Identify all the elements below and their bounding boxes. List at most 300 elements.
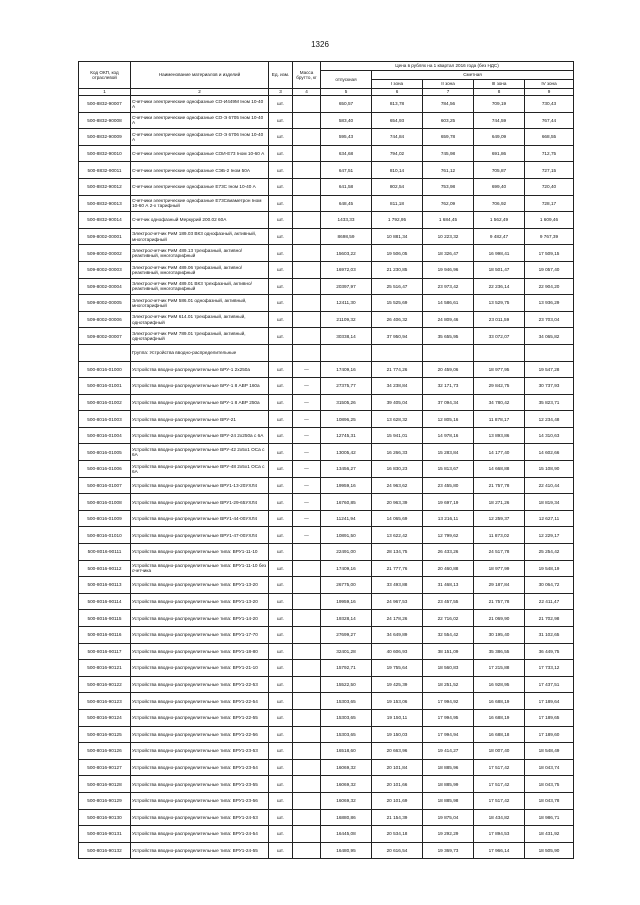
unit-cell: шт. [269,477,293,494]
zone-3-price-cell: 11 873,02 [474,527,525,544]
code-cell: 500-8016-90130 [79,809,131,826]
zone-4-price-cell: 30 737,93 [525,378,574,395]
table-row [79,544,574,561]
zone-4-price-cell: 9 767,39 [525,228,574,245]
code-cell: 500-8016-90114 [79,593,131,610]
release-price-cell: 19959,16 [321,593,372,610]
mass-cell [293,228,321,245]
unit-cell: шт. [269,792,293,809]
release-price-cell: 20397,97 [321,278,372,295]
unit-cell: шт. [269,527,293,544]
table-row [79,809,574,826]
table-row [79,311,574,328]
mass-cell [293,162,321,179]
zone-3-price-cell: 18 977,99 [474,560,525,577]
zone-3-price-cell: 17 894,53 [474,826,525,843]
unit-cell: шт. [269,228,293,245]
zone-3-price-cell: 14 177,40 [474,444,525,461]
zone-2-price-cell: 32 171,73 [423,378,474,395]
zone-3-price-cell: 22 236,14 [474,278,525,295]
table-row [79,195,574,212]
name-cell: Устройства вводно-распределительные типа: ВРУ1-22-55 [131,709,269,726]
name-cell: Электросчетчик РиМ 189.03 ВК3 однофазный, активный, многотарифный [131,228,269,245]
header-unit: Ед. изм. [269,62,293,89]
zone-2-price-cell: 18 885,99 [423,776,474,793]
zone-4-price-cell: 19 548,19 [525,560,574,577]
table-row [79,212,574,229]
mass-cell [293,145,321,162]
unit-cell: шт. [269,643,293,660]
zone-2-price-cell: 20 460,88 [423,560,474,577]
name-cell: Устройства вводно-распределительные типа: ВРУ1-23-55 [131,776,269,793]
empty-cell [269,344,293,361]
name-cell: Электросчетчик РиМ 789.01 трехфазный, активный, однотарифный [131,328,269,345]
zone-3-price-cell: 17 966,14 [474,842,525,859]
table-row [79,627,574,644]
zone-4-price-cell: 18 505,90 [525,842,574,859]
mass-cell: — [293,510,321,527]
header-release: отпускная [321,71,372,89]
table-row [79,826,574,843]
release-price-cell: 10891,50 [321,527,372,544]
group-row [79,344,574,361]
name-cell: Устройства вводно-распределительные типа: ВРУ1-22-56 [131,726,269,743]
release-price-cell: 648,45 [321,195,372,212]
zone-1-price-cell: 14 065,69 [372,510,423,527]
zone-2-price-cell: 37 094,34 [423,394,474,411]
zone-2-price-cell: 10 223,32 [423,228,474,245]
zone-1-price-cell: 20 101,69 [372,792,423,809]
table-row [79,693,574,710]
zone-2-price-cell: 38 151,09 [423,643,474,660]
mass-cell [293,195,321,212]
zone-3-price-cell: 18 501,47 [474,261,525,278]
table-row [79,228,574,245]
code-cell: 500-8016-90121 [79,660,131,677]
name-cell: Счетчики электрические однофазные Е73Свиаметрон Iном 10-60 А 2-х тарифный [131,195,269,212]
release-price-cell: 16069,32 [321,759,372,776]
table-row [79,842,574,859]
zone-3-price-cell: 29 187,84 [474,577,525,594]
zone-3-price-cell: 21 757,78 [474,593,525,610]
table-row [79,726,574,743]
zone-2-price-cell: 22 716,02 [423,610,474,627]
release-price-cell: 27375,77 [321,378,372,395]
zone-1-price-cell: 28 134,75 [372,544,423,561]
unit-cell: шт. [269,826,293,843]
zone-1-price-cell: 21 777,76 [372,560,423,577]
code-cell: 500-8016-90128 [79,776,131,793]
name-cell: Устройства вводно-распределительные типа: ВРУ1-24-53 [131,809,269,826]
table-row [79,577,574,594]
code-cell: 500-8016-90113 [79,577,131,594]
release-price-cell: 647,51 [321,162,372,179]
code-cell: 500-8016-01000 [79,361,131,378]
release-price-cell: 15522,50 [321,676,372,693]
col-number: 8 [474,89,525,96]
zone-3-price-cell: 709,19 [474,96,525,113]
name-cell: Устройства вводно-распределительные БРУ-1 8 АВР 160а [131,378,269,395]
table-row [79,378,574,395]
unit-cell: шт. [269,245,293,262]
zone-3-price-cell: 13 529,75 [474,295,525,312]
zone-1-price-cell: 20 101,66 [372,776,423,793]
zone-2-price-cell: 23 973,42 [423,278,474,295]
release-price-cell: 595,43 [321,129,372,146]
table-row [79,709,574,726]
col-number: 4 [293,89,321,96]
zone-3-price-cell: 744,59 [474,112,525,129]
name-cell: Устройства вводно-распределительные БРУ-1 2х250а [131,361,269,378]
zone-3-price-cell: 33 072,07 [474,328,525,345]
release-price-cell: 32401,28 [321,643,372,660]
zone-3-price-cell: 16 688,19 [474,693,525,710]
zone-4-price-cell: 14 310,63 [525,427,574,444]
zone-2-price-cell: 19 875,04 [423,809,474,826]
col-number: 7 [423,89,474,96]
zone-3-price-cell: 24 517,78 [474,544,525,561]
zone-4-price-cell: 17 509,15 [525,245,574,262]
code-cell: 500-8016-90129 [79,792,131,809]
table-row [79,792,574,809]
zone-1-price-cell: 19 150,11 [372,709,423,726]
zone-1-price-cell: 19 153,06 [372,693,423,710]
zone-2-price-cell: 26 433,26 [423,544,474,561]
release-price-cell: 16480,95 [321,842,372,859]
zone-4-price-cell: 727,15 [525,162,574,179]
code-cell: 500-8016-90124 [79,709,131,726]
zone-1-price-cell: 813,78 [372,96,423,113]
zone-3-price-cell: 699,40 [474,178,525,195]
table-header [79,62,574,96]
table-row [79,245,574,262]
header-code: Код ОКП, код отраслевой [79,62,131,89]
zone-2-price-cell: 20 459,06 [423,361,474,378]
mass-cell: — [293,394,321,411]
zone-3-price-cell: 21 757,78 [474,477,525,494]
unit-cell: шт. [269,842,293,859]
table-row [79,444,574,461]
release-price-cell: 641,58 [321,178,372,195]
zone-4-price-cell: 19 057,40 [525,261,574,278]
zone-4-price-cell: 18 986,71 [525,809,574,826]
name-cell: Электросчетчик РиМ 614.01 трехфазный, активный, однотарифный [131,311,269,328]
zone-1-price-cell: 810,14 [372,162,423,179]
unit-cell: шт. [269,610,293,627]
code-cell: 500-8016-90116 [79,627,131,644]
release-price-cell: 21109,32 [321,311,372,328]
mass-cell: — [293,494,321,511]
release-price-cell: 30338,14 [321,328,372,345]
zone-2-price-cell: 19 292,29 [423,826,474,843]
mass-cell [293,278,321,295]
zone-4-price-cell: 22 411,47 [525,593,574,610]
code-cell: 509-8002-00004 [79,278,131,295]
header-zone-1: I зона [372,80,423,89]
mass-cell: — [293,527,321,544]
name-cell: Устройства вводно-распределительные ВРУ-24 2х250а с 6А [131,427,269,444]
zone-2-price-cell: 15 813,67 [423,461,474,478]
zone-3-price-cell: 30 195,40 [474,627,525,644]
name-cell: Устройства вводно-распределительные типа: ВРУ1-11-10 без счетчика [131,560,269,577]
unit-cell: шт. [269,593,293,610]
unit-cell: шт. [269,361,293,378]
code-cell: 500-8016-90127 [79,759,131,776]
zone-2-price-cell: 14 586,61 [423,295,474,312]
table-row [79,96,574,113]
name-cell: Счетчик однофазный Меркурий 200.02 60А [131,212,269,229]
code-cell: 500-8016-90122 [79,676,131,693]
zone-3-price-cell: 34 780,42 [474,394,525,411]
release-price-cell: 12745,31 [321,427,372,444]
zone-2-price-cell: 784,56 [423,96,474,113]
code-cell: 500-8832-90008 [79,112,131,129]
zone-2-price-cell: 745,98 [423,145,474,162]
mass-cell [293,776,321,793]
mass-cell [293,178,321,195]
release-price-cell: 19328,14 [321,610,372,627]
zone-1-price-cell: 34 238,84 [372,378,423,395]
zone-2-price-cell: 18 885,96 [423,759,474,776]
col-number: 1 [79,89,131,96]
release-price-cell: 650,57 [321,96,372,113]
unit-cell: шт. [269,378,293,395]
table-row [79,361,574,378]
unit-cell: шт. [269,776,293,793]
name-cell: Устройства вводно-распределительные типа: ВРУ1-23-56 [131,792,269,809]
table-body [79,96,574,859]
zone-1-price-cell: 794,02 [372,145,423,162]
mass-cell: — [293,444,321,461]
code-cell: 500-8016-90112 [79,560,131,577]
unit-cell: шт. [269,544,293,561]
zone-2-price-cell: 23 455,80 [423,477,474,494]
zone-1-price-cell: 24 963,62 [372,477,423,494]
empty-cell [321,344,372,361]
name-cell: Устройства вводно-распределительные типа: ВРУ1-14-20 [131,610,269,627]
name-cell: Устройства вводно-распределительные ВРУ-48 2х5х1 ОСа с 6А [131,461,269,478]
mass-cell: — [293,361,321,378]
release-price-cell: 15303,65 [321,693,372,710]
release-price-cell: 15303,65 [321,709,372,726]
code-cell: 500-8832-90011 [79,162,131,179]
name-cell: Счетчики электрические однофазные СЭБ-2 Iном 50А [131,162,269,179]
code-cell: 500-8016-90132 [79,842,131,859]
zone-2-price-cell: 15 283,84 [423,444,474,461]
table-row [79,560,574,577]
unit-cell: шт. [269,627,293,644]
zone-2-price-cell: 23 457,55 [423,593,474,610]
header-zone-3: III зона [474,80,525,89]
zone-4-price-cell: 30 064,72 [525,577,574,594]
table-row [79,776,574,793]
zone-2-price-cell: 18 251,52 [423,676,474,693]
zone-2-price-cell: 12 805,16 [423,411,474,428]
zone-4-price-cell: 35 823,71 [525,394,574,411]
zone-3-price-cell: 17 517,42 [474,776,525,793]
code-cell: 500-8016-01005 [79,444,131,461]
unit-cell: шт. [269,743,293,760]
zone-1-price-cell: 10 881,34 [372,228,423,245]
unit-cell: шт. [269,427,293,444]
zone-2-price-cell: 31 468,13 [423,577,474,594]
zone-4-price-cell: 668,55 [525,129,574,146]
code-cell: 500-8016-01007 [79,477,131,494]
table-row [79,610,574,627]
release-price-cell: 22491,00 [321,544,372,561]
unit-cell: шт. [269,809,293,826]
header-zone-2: II зона [423,80,474,89]
table-row [79,112,574,129]
header-mass: Масса брутто, кг [293,62,321,89]
code-cell: 500-8832-90012 [79,178,131,195]
zone-1-price-cell: 33 493,88 [372,577,423,594]
code-cell: 500-8016-01008 [79,494,131,511]
zone-4-price-cell: 17 437,51 [525,676,574,693]
unit-cell: шт. [269,709,293,726]
zone-1-price-cell: 24 967,53 [372,593,423,610]
name-cell: Устройства вводно-распределительные типа: ВРУ1-22-53 [131,676,269,693]
group-name-cell: Группа: Устройства вводно-распределительные [131,344,269,361]
zone-3-price-cell: 1 562,49 [474,212,525,229]
zone-4-price-cell: 767,44 [525,112,574,129]
mass-cell [293,560,321,577]
name-cell: Устройства вводно-распределительные типа: ВРУ1-22-54 [131,693,269,710]
zone-1-price-cell: 20 963,39 [372,494,423,511]
unit-cell: шт. [269,112,293,129]
mass-cell [293,792,321,809]
unit-cell: шт. [269,660,293,677]
table-row [79,461,574,478]
zone-4-price-cell: 712,75 [525,145,574,162]
unit-cell: шт. [269,444,293,461]
release-price-cell: 31505,26 [321,394,372,411]
zone-3-price-cell: 18 271,26 [474,494,525,511]
zone-3-price-cell: 18 977,95 [474,361,525,378]
code-cell: 509-8002-00005 [79,295,131,312]
zone-1-price-cell: 21 774,26 [372,361,423,378]
name-cell: Устройства вводно-распределительные типа: ВРУ1-13-20 [131,577,269,594]
zone-3-price-cell: 11 878,17 [474,411,525,428]
zone-2-price-cell: 18 885,98 [423,792,474,809]
mass-cell [293,743,321,760]
table-row [79,328,574,345]
zone-1-price-cell: 13 628,32 [372,411,423,428]
zone-1-price-cell: 37 950,94 [372,328,423,345]
zone-4-price-cell: 730,43 [525,96,574,113]
zone-3-price-cell: 12 259,37 [474,510,525,527]
unit-cell: шт. [269,311,293,328]
unit-cell: шт. [269,560,293,577]
release-price-cell: 19959,16 [321,477,372,494]
zone-1-price-cell: 20 101,84 [372,759,423,776]
zone-3-price-cell: 18 434,82 [474,809,525,826]
name-cell: Устройства вводно-распределительные типа: ВРУ1-24-54 [131,826,269,843]
table-row [79,145,574,162]
name-cell: Устройства вводно-распределительные ВРУ-21 [131,411,269,428]
mass-cell [293,660,321,677]
name-cell: Устройства вводно-распределительные типа: ВРУ1-23-54 [131,759,269,776]
name-cell: Электросчетчик РиМ 489.01 ВК3 трехфазный, активно/реактивный, многотарифный [131,278,269,295]
zone-4-price-cell: 720,40 [525,178,574,195]
code-cell: 500-8016-90115 [79,610,131,627]
zone-1-price-cell: 15 941,01 [372,427,423,444]
col-number: 3 [269,89,293,96]
zone-3-price-cell: 16 688,19 [474,709,525,726]
zone-1-price-cell: 21 230,85 [372,261,423,278]
table-row [79,278,574,295]
zone-3-price-cell: 18 007,40 [474,743,525,760]
unit-cell: шт. [269,676,293,693]
zone-4-price-cell: 22 410,44 [525,477,574,494]
zone-3-price-cell: 16 928,95 [474,676,525,693]
zone-4-price-cell: 12 229,17 [525,527,574,544]
zone-2-price-cell: 18 326,47 [423,245,474,262]
table-row [79,676,574,693]
unit-cell: шт. [269,195,293,212]
table-row [79,129,574,146]
code-cell: 500-8016-01004 [79,427,131,444]
zone-3-price-cell: 705,87 [474,162,525,179]
mass-cell [293,261,321,278]
name-cell: Устройства вводно-распределительные ВРУ1-29-65УХЛ4 [131,494,269,511]
mass-cell: — [293,427,321,444]
code-cell: 500-8016-01001 [79,378,131,395]
table-row [79,593,574,610]
table-row [79,759,574,776]
unit-cell: шт. [269,461,293,478]
code-cell: 500-8832-90013 [79,195,131,212]
code-cell: 500-8016-90131 [79,826,131,843]
zone-3-price-cell: 9 482,47 [474,228,525,245]
mass-cell [293,709,321,726]
name-cell: Счетчики электрические однофазные СО-Э 6706 Iном 10-40 А [131,129,269,146]
name-cell: Устройства вводно-распределительные типа: ВРУ1-13-20 [131,593,269,610]
code-cell: 500-8016-90125 [79,726,131,743]
zone-4-price-cell: 31 102,65 [525,627,574,644]
table-row [79,394,574,411]
release-price-cell: 17409,16 [321,560,372,577]
zone-2-price-cell: 13 216,11 [423,510,474,527]
table-row [79,527,574,544]
mass-cell [293,610,321,627]
mass-cell [293,693,321,710]
zone-3-price-cell: 29 842,75 [474,378,525,395]
zone-2-price-cell: 19 369,73 [423,842,474,859]
zone-1-price-cell: 16 830,23 [372,461,423,478]
zone-3-price-cell: 13 893,86 [474,427,525,444]
zone-4-price-cell: 17 189,60 [525,726,574,743]
mass-cell [293,726,321,743]
mass-cell [293,544,321,561]
zone-2-price-cell: 19 946,96 [423,261,474,278]
zone-4-price-cell: 14 602,66 [525,444,574,461]
name-cell: Устройства вводно-распределительные типа: ВРУ1-17-70 [131,627,269,644]
zone-4-price-cell: 18 043,75 [525,776,574,793]
code-cell: 500-8016-90117 [79,643,131,660]
release-price-cell: 1433,33 [321,212,372,229]
zone-4-price-cell: 25 254,42 [525,544,574,561]
code-cell: 500-8016-90123 [79,693,131,710]
code-cell [79,344,131,361]
zone-4-price-cell: 19 547,28 [525,361,574,378]
table-row [79,261,574,278]
col-number: 6 [372,89,423,96]
zone-4-price-cell: 1 609,46 [525,212,574,229]
unit-cell: шт. [269,129,293,146]
name-cell: Счетчики электрические однофазные СОИ-Е73 Iном 10-60 А [131,145,269,162]
zone-3-price-cell: 691,86 [474,145,525,162]
